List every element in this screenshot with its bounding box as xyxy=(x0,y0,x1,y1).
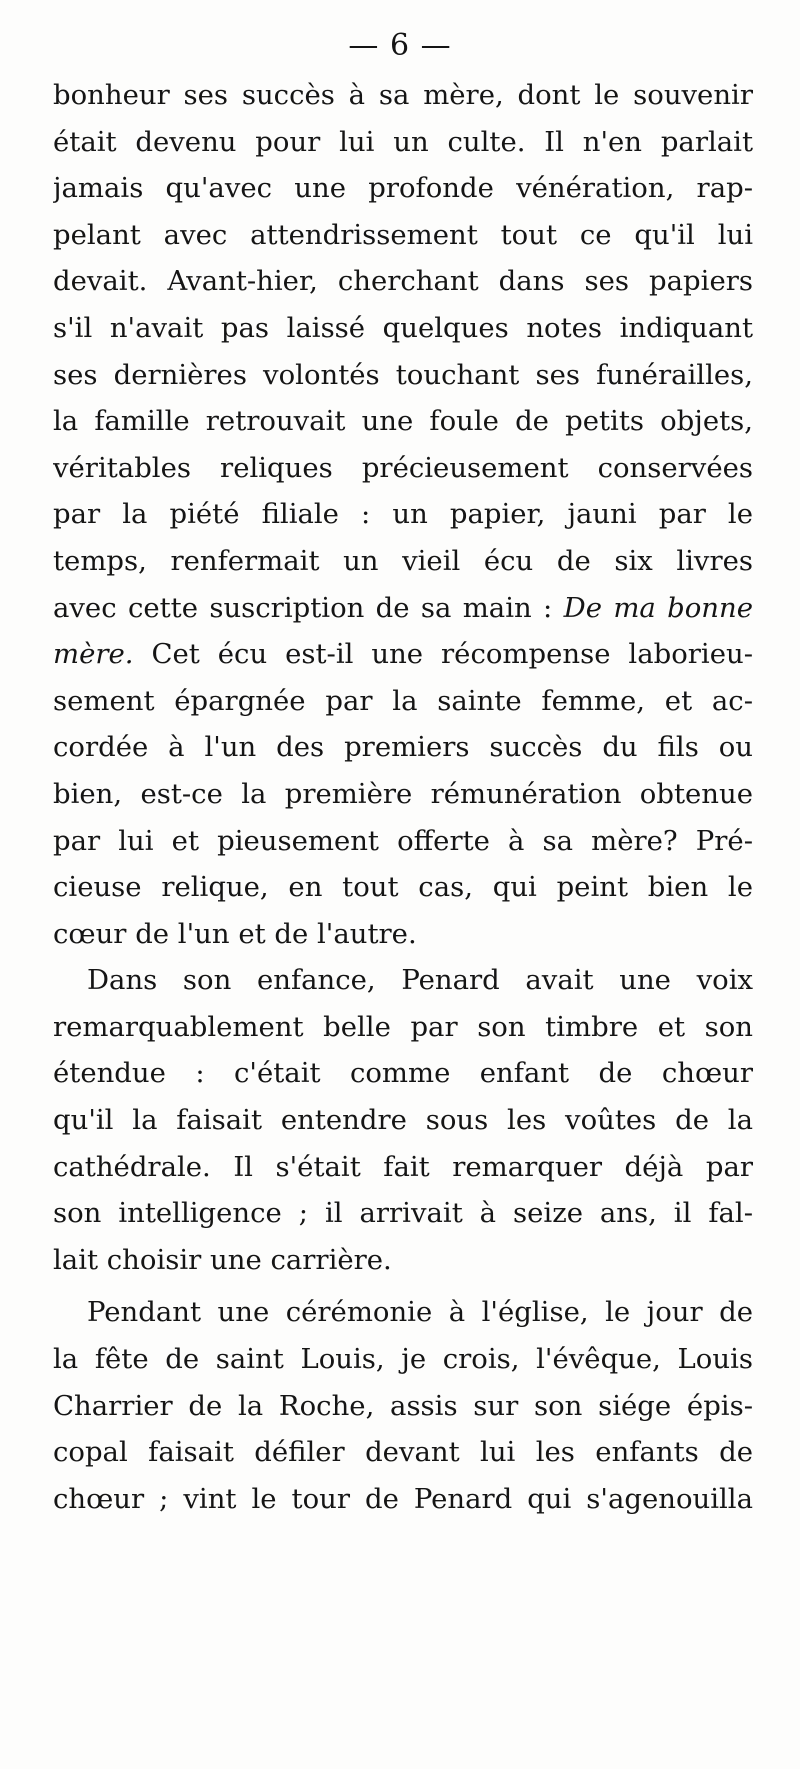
text-line: cœur de l'un et de l'autre. xyxy=(53,917,417,950)
text-line: sement épargnée par la sainte femme, et ac- xyxy=(53,684,753,717)
text-segment: avec cette suscription de sa main : xyxy=(53,591,553,624)
text-line: bonheur ses succès à sa mère, dont le souvenir xyxy=(53,79,753,111)
paragraph-3 xyxy=(53,1289,753,1522)
text-line: cathédrale. Il s'était fait remarquer déjà par xyxy=(53,1150,753,1183)
text-line: la famille retrouvait une foule de petits objets, xyxy=(53,405,753,438)
text-line: chœur ; vint le tour de Penard qui s'agenouilla xyxy=(53,1482,753,1515)
text-line: cordée à l'un des premiers succès du fils ou xyxy=(53,731,753,764)
text-line: devait. Avant-hier, cherchant dans ses papiers xyxy=(53,265,753,298)
text-line: était devenu pour lui un culte. Il n'en parlait xyxy=(53,125,753,158)
text-line: s'il n'avait pas laissé quelques notes indiquant xyxy=(53,311,753,344)
text-line: qu'il la faisait entendre sous les voûtes de la xyxy=(53,1104,753,1137)
text-line: temps, renfermait un vieil écu de six livres xyxy=(53,544,753,577)
italic-phrase: De ma bonne xyxy=(563,591,753,624)
text-line: ses dernières volontés touchant ses funérailles, xyxy=(53,358,753,391)
text-line: étendue : c'était comme enfant de chœur xyxy=(53,1057,753,1090)
text-line: copal faisait défiler devant lui les enfants de xyxy=(53,1436,753,1469)
text-line: Pendant une cérémonie à l'église, le jour de xyxy=(87,1296,753,1329)
text-line: remarquablement belle par son timbre et son xyxy=(53,1010,753,1043)
text-line: par la piété filiale : un papier, jauni par le xyxy=(53,498,753,531)
text-line-with-italic xyxy=(53,585,753,632)
text-line: son intelligence ; il arrivait à seize ans, il fal- xyxy=(53,1197,753,1230)
text-line: par lui et pieusement offerte à sa mère? Pré- xyxy=(53,824,753,857)
page-number: — 6 — xyxy=(348,28,452,63)
paragraph-2 xyxy=(53,957,753,1283)
body-text xyxy=(53,72,753,1522)
text-line: lait choisir une carrière. xyxy=(53,1243,392,1276)
text-line: véritables reliques précieusement conservées xyxy=(53,451,753,484)
text-line: cieuse relique, en tout cas, qui peint bien le xyxy=(53,871,753,904)
text-line: bien, est-ce la première rémunération obtenue xyxy=(53,777,753,810)
text-line: Dans son enfance, Penard avait une voix xyxy=(87,964,753,997)
text-line: jamais qu'avec une profonde vénération, rap- xyxy=(53,172,753,205)
text-line: pelant avec attendrissement tout ce qu'il lui xyxy=(53,218,753,251)
text-line: Charrier de la Roche, assis sur son siége épis- xyxy=(53,1389,753,1422)
text-line: la fête de saint Louis, je crois, l'évêque, Louis xyxy=(53,1343,753,1376)
text-segment: Cet écu est-il une récompense laborieu- xyxy=(133,638,753,671)
italic-phrase: mère. xyxy=(53,638,134,671)
text-line-with-italic xyxy=(53,631,753,678)
paragraph-1 xyxy=(53,72,753,957)
